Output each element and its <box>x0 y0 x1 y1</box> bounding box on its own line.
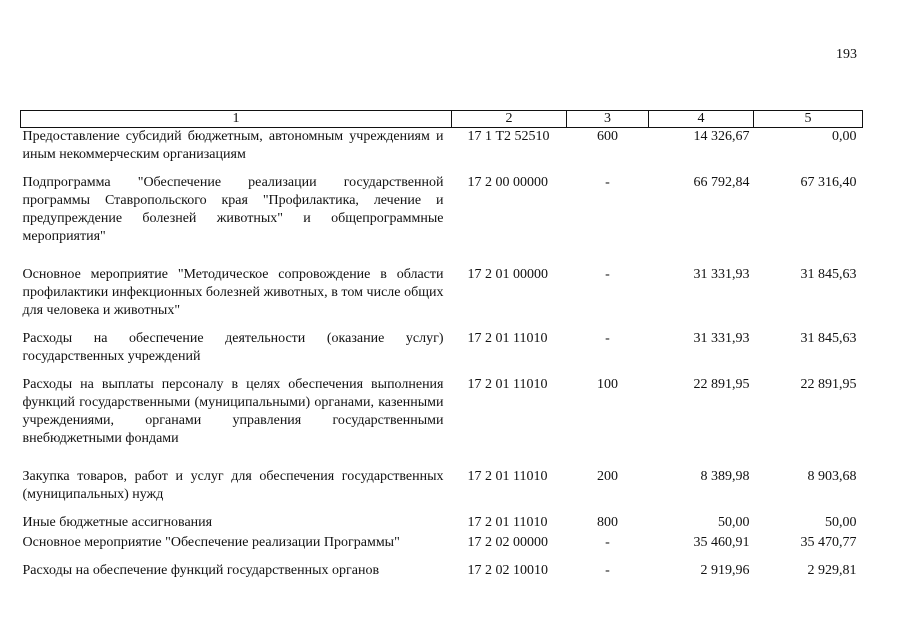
header-col-3: 3 <box>567 111 649 128</box>
page-number: 193 <box>836 47 857 62</box>
row-name: Закупка товаров, работ и услуг для обеспечения государственных (муниципальных) нужд <box>22 469 444 502</box>
table-row <box>21 330 863 376</box>
row-expense-type: 100 <box>597 377 618 392</box>
row-expense-type: - <box>605 535 610 550</box>
row-sum-2: 0,00 <box>832 129 857 144</box>
row-sum-1: 14 326,67 <box>693 129 750 144</box>
table-row <box>21 514 863 534</box>
header-col-4: 4 <box>649 111 754 128</box>
row-code: 17 2 01 11010 <box>467 377 548 392</box>
row-code: 17 2 01 11010 <box>467 331 548 346</box>
row-sum-1: 66 792,84 <box>693 175 750 190</box>
row-code: 17 2 00 00000 <box>467 175 548 190</box>
row-sum-2: 31 845,63 <box>800 331 857 346</box>
row-name: Расходы на выплаты персоналу в целях обеспечения выполнения функций государственными (муниципальными) органами, казенными учреждениями, органами управления государственными внебюджетными фондами <box>22 377 444 446</box>
row-sum-1: 22 891,95 <box>693 377 750 392</box>
row-expense-type: 200 <box>597 469 618 484</box>
header-row <box>21 111 863 128</box>
row-sum-2: 22 891,95 <box>800 377 857 392</box>
row-name: Подпрограмма "Обеспечение реализации государственной программы Ставропольского края "Профилактика, лечение и предупреждение болезней животных" и общепрограммные мероприятия" <box>22 175 444 244</box>
table-body <box>21 128 863 581</box>
row-name: Иные бюджетные ассигнования <box>22 515 213 530</box>
row-sum-2: 35 470,77 <box>800 535 857 550</box>
row-expense-type: - <box>605 267 610 282</box>
row-code: 17 2 01 11010 <box>467 469 548 484</box>
row-code: 17 2 02 10010 <box>467 563 548 578</box>
row-expense-type: - <box>605 331 610 346</box>
row-sum-1: 8 389,98 <box>700 469 750 484</box>
row-sum-1: 35 460,91 <box>693 535 750 550</box>
row-name: Расходы на обеспечение деятельности (оказание услуг) государственных учреждений <box>22 331 444 364</box>
row-sum-2: 50,00 <box>825 515 857 530</box>
header-col-2: 2 <box>452 111 567 128</box>
row-sum-2: 31 845,63 <box>800 267 857 282</box>
row-code: 17 2 01 11010 <box>467 515 548 530</box>
row-sum-2: 8 903,68 <box>807 469 857 484</box>
row-name: Основное мероприятие "Обеспечение реализации Программы" <box>22 535 400 550</box>
row-expense-type: 600 <box>597 129 618 144</box>
budget-table <box>20 110 863 580</box>
row-sum-2: 2 929,81 <box>807 563 857 578</box>
table-row <box>21 376 863 468</box>
table-row <box>21 174 863 266</box>
row-name: Предоставление субсидий бюджетным, автономным учреждениям и иным некоммерческим организациям <box>22 129 444 162</box>
row-expense-type: - <box>605 175 610 190</box>
row-expense-type: 800 <box>597 515 618 530</box>
table-row <box>21 534 863 562</box>
table-row <box>21 128 863 175</box>
row-sum-2: 67 316,40 <box>800 175 857 190</box>
table-header <box>21 111 863 128</box>
row-code: 17 2 02 00000 <box>467 535 548 550</box>
header-col-1: 1 <box>21 111 452 128</box>
row-sum-1: 50,00 <box>718 515 750 530</box>
row-sum-1: 31 331,93 <box>693 331 750 346</box>
row-code: 17 2 01 00000 <box>467 267 548 282</box>
row-expense-type: - <box>605 563 610 578</box>
table-row <box>21 562 863 580</box>
table-row <box>21 266 863 330</box>
row-sum-1: 2 919,96 <box>700 563 750 578</box>
row-name: Расходы на обеспечение функций государственных органов <box>22 563 380 578</box>
row-name: Основное мероприятие "Методическое сопровождение в области профилактики инфекционных болезней животных, в том числе общих для человека и животных" <box>22 267 444 318</box>
row-sum-1: 31 331,93 <box>693 267 750 282</box>
row-code: 17 1 Т2 52510 <box>467 129 550 144</box>
table-row <box>21 468 863 514</box>
header-col-5: 5 <box>754 111 863 128</box>
